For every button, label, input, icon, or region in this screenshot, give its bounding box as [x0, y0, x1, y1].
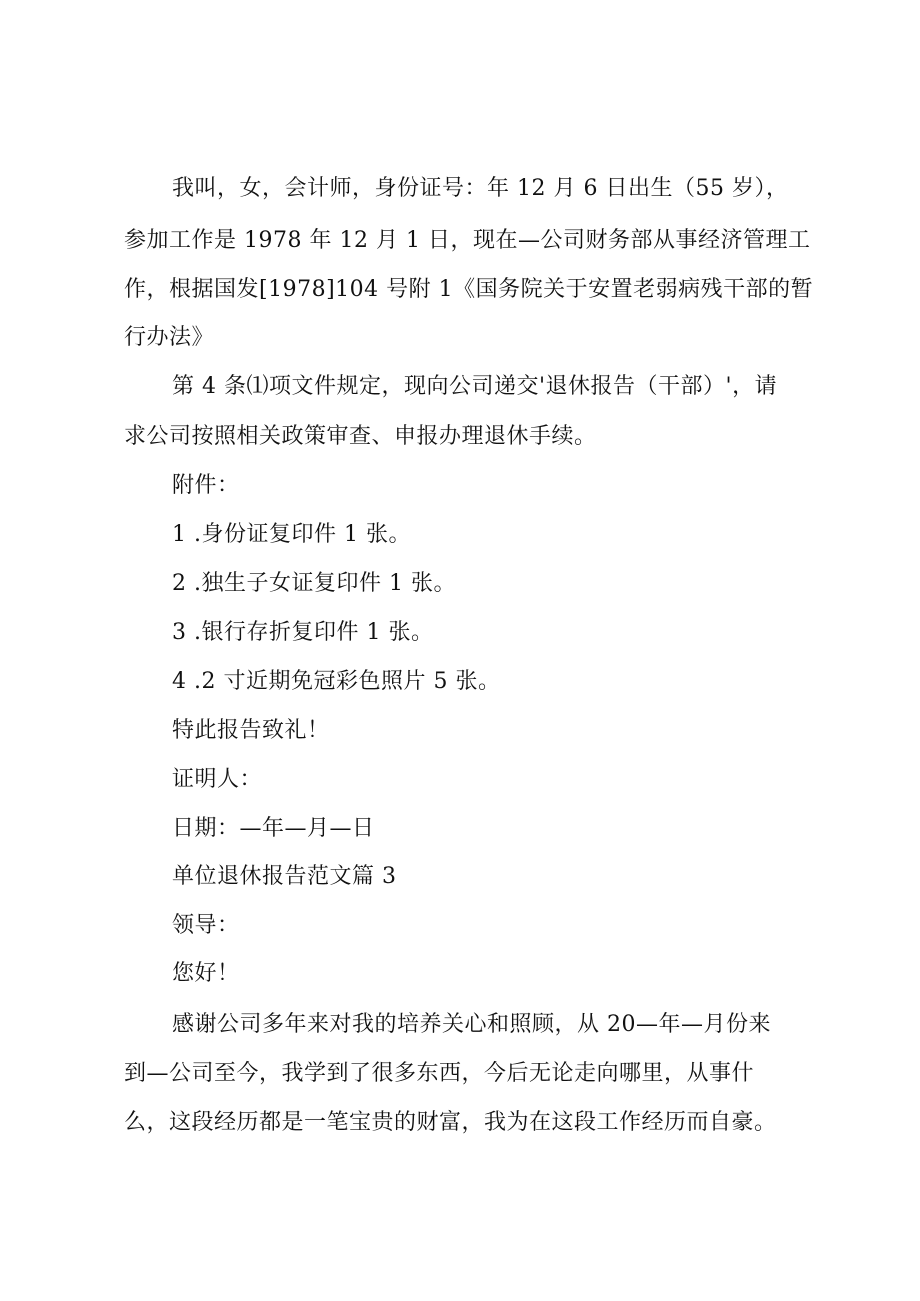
attachments-heading: 附件： — [172, 473, 240, 498]
paragraph-3-line-1: 感谢公司多年来对我的培养关心和照顾，从 20—年—月份来 — [172, 1012, 771, 1037]
paragraph-1-line-2: 参加工作是 1978 年 12 月 1 日，现在—公司财务部从事经济管理工 — [124, 228, 811, 253]
paragraph-1-line-4: 行办法》 — [124, 325, 215, 350]
greeting: 您好！ — [172, 961, 240, 986]
paragraph-1-line-1: 我叫，女，会计师，身份证号：年 12 月 6 日出生（55 岁）， — [172, 176, 789, 201]
section-title: 单位退休报告范文篇 3 — [172, 864, 397, 889]
paragraph-2-line-2: 求公司按照相关政策审查、申报办理退休手续。 — [124, 424, 597, 449]
attachment-item-2: 2 .独生子女证复印件 1 张。 — [172, 571, 456, 596]
paragraph-3-line-3: 么，这段经历都是一笔宝贵的财富，我为在这段工作经历而自豪。 — [124, 1110, 777, 1135]
attachment-item-1: 1 .身份证复印件 1 张。 — [172, 522, 411, 547]
paragraph-3-line-2: 到—公司至今，我学到了很多东西，今后无论走向哪里，从事什 — [124, 1061, 755, 1086]
paragraph-1-line-3: 作，根据国发[1978]104 号附 1《国务院关于安置老弱病残干部的暂 — [124, 277, 814, 302]
closing-salutation: 特此报告致礼！ — [172, 718, 330, 743]
witness-label: 证明人： — [172, 767, 263, 792]
paragraph-2-line-1: 第 4 条⑴项文件规定，现向公司递交'退休报告（干部）'，请 — [172, 374, 778, 399]
attachment-item-4: 4 .2 寸近期免冠彩色照片 5 张。 — [172, 669, 501, 694]
addressee: 领导： — [172, 913, 240, 938]
date-line: 日期：—年—月—日 — [172, 816, 375, 841]
attachment-item-3: 3 .银行存折复印件 1 张。 — [172, 620, 434, 645]
